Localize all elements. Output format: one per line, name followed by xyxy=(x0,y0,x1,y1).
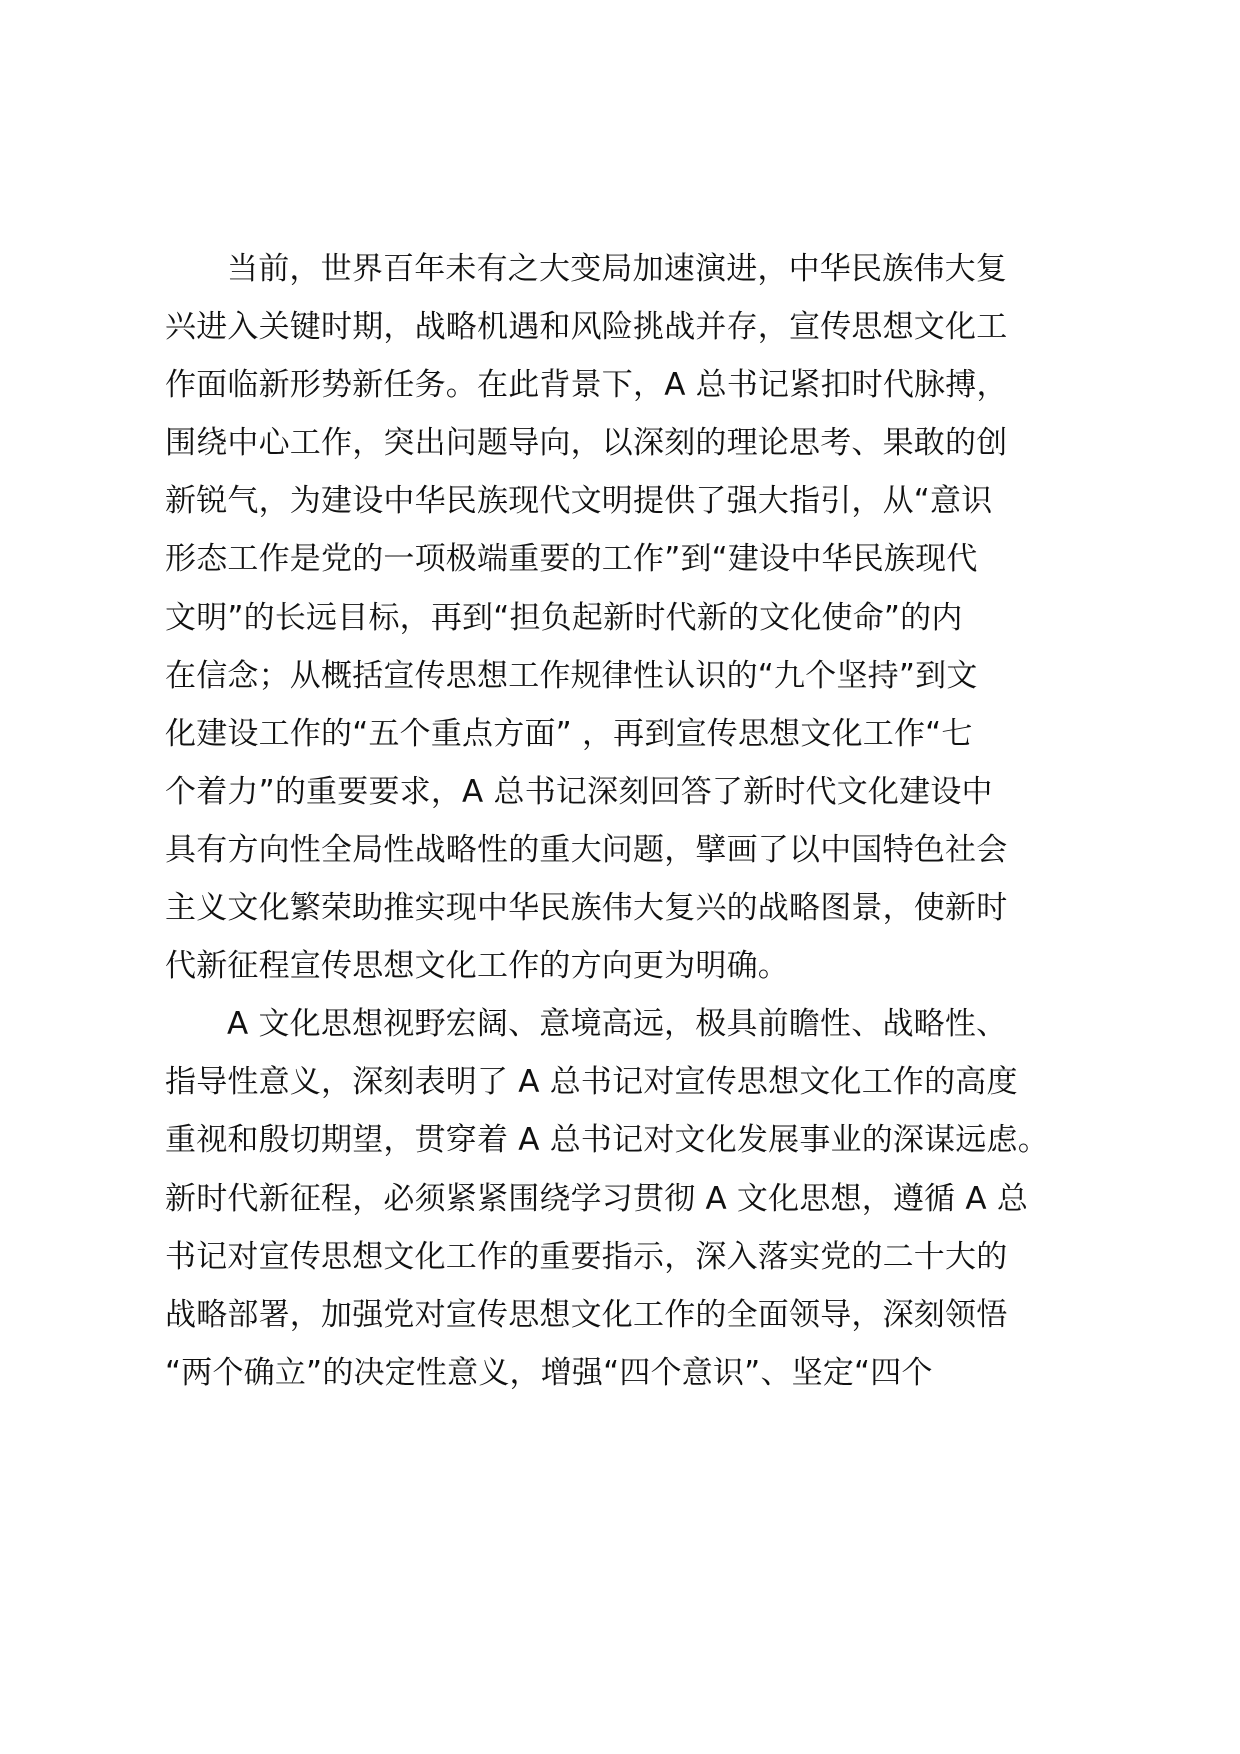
document-body xyxy=(165,240,1105,1402)
paragraph-line: “两个确立”的决定性意义，增强“四个意识”、坚定“四个 xyxy=(165,1354,933,1391)
paragraph-line: 具有方向性全局性战略性的重大问题，擘画了以中国特色社会 xyxy=(165,831,1008,868)
paragraph-line: 化建设工作的“五个重点方面” ，再到宣传思想文化工作“七 xyxy=(165,715,973,752)
paragraph-line: A 文化思想视野宏阔、意境高远，极具前瞻性、战略性、 xyxy=(227,1006,1008,1043)
paragraph-line: 兴进入关键时期，战略机遇和风险挑战并存，宣传思想文化工 xyxy=(165,309,1008,346)
paragraph-line: 书记对宣传思想文化工作的重要指示，深入落实党的二十大的 xyxy=(165,1238,1008,1275)
paragraph-line: 个着力”的重要要求，A 总书记深刻回答了新时代文化建设中 xyxy=(165,773,993,810)
paragraph-line: 战略部署，加强党对宣传思想文化工作的全面领导，深刻领悟 xyxy=(165,1296,1008,1333)
paragraph-line: 主义文化繁荣助推实现中华民族伟大复兴的战略图景，使新时 xyxy=(165,890,1008,927)
paragraph-line: 文明”的长远目标，再到“担负起新时代新的文化使命”的内 xyxy=(165,599,963,636)
paragraph-line: 指导性意义，深刻表明了 A 总书记对宣传思想文化工作的高度 xyxy=(165,1064,1018,1101)
paragraph-line: 新时代新征程，必须紧紧围绕学习贯彻 A 文化思想，遵循 A 总 xyxy=(165,1180,1029,1217)
paragraph-line: 在信念；从概括宣传思想工作规律性认识的“九个坚持”到文 xyxy=(165,657,978,694)
paragraph-line: 新锐气，为建设中华民族现代文明提供了强大指引，从“意识 xyxy=(165,483,993,520)
paragraph-line: 形态工作是党的一项极端重要的工作”到“建设中华民族现代 xyxy=(165,541,978,578)
paragraph-line: 围绕中心工作，突出问题导向，以深刻的理论思考、果敢的创 xyxy=(165,425,1008,462)
paragraph-1 xyxy=(165,240,1105,995)
paragraph-line: 作面临新形势新任务。在此背景下，A 总书记紧扣时代脉搏， xyxy=(165,367,1008,404)
paragraph-line: 代新征程宣传思想文化工作的方向更为明确。 xyxy=(165,948,789,985)
paragraph-2 xyxy=(165,995,1105,1402)
paragraph-line: 当前，世界百年未有之大变局加速演进，中华民族伟大复 xyxy=(227,251,1007,287)
paragraph-line: 重视和殷切期望，贯穿着 A 总书记对文化发展事业的深谋远虑。 xyxy=(165,1122,1049,1159)
